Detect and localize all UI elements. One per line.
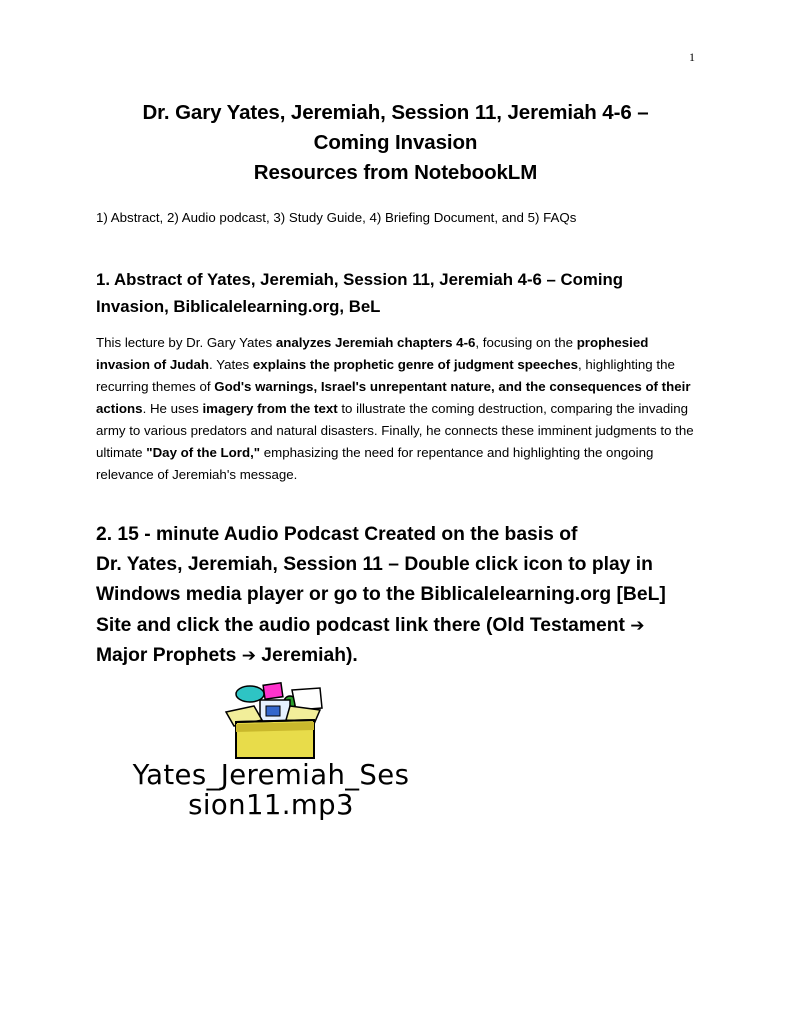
section-2-heading (96, 520, 708, 671)
filename-line-1: Yates_Jeremiah_Ses (132, 759, 410, 791)
page-title (96, 98, 695, 188)
abstract-text: . He uses (142, 401, 203, 416)
abstract-text: This lecture by Dr. Gary Yates (96, 335, 276, 350)
attachment-filename[interactable] (96, 760, 446, 820)
page-number: 1 (689, 50, 695, 64)
abstract-bold: analyzes Jeremiah chapters 4-6 (275, 335, 476, 350)
abstract-text: emphasizing the need for repentance and highlighting the ongoing relevance of Jeremiah's message. (96, 445, 654, 482)
section-1-heading-line-2: Invasion, Biblicalelearning.org, BeL (96, 297, 381, 316)
abstract-bold: imagery from the text (202, 401, 338, 416)
section-2-line-2: Dr. Yates, Jeremiah, Session 11 – Double click icon to play in (96, 554, 653, 576)
abstract-text: , focusing on the (475, 335, 577, 350)
abstract-bold: "Day of the Lord," (146, 445, 261, 460)
abstract-text: , highlighting the recurring themes of (96, 357, 675, 394)
abstract-bold: prophesied invasion of Judah (96, 335, 649, 372)
package-icon[interactable] (222, 680, 330, 760)
title-line-1: Dr. Gary Yates, Jeremiah, Session 11, Jeremiah 4-6 – (142, 101, 649, 124)
section-2-line-4 (96, 611, 708, 641)
section-2-line-3: Windows media player or go to the Biblicalelearning.org [BeL] (96, 584, 666, 606)
section-2-line-1: 2. 15 - minute Audio Podcast Created on the basis of (96, 524, 578, 545)
section-1-heading-line-1: 1. Abstract of Yates, Jeremiah, Session 11, Jeremiah 4-6 – Coming (96, 270, 623, 289)
abstract-text: to illustrate the coming destruction, comparing the invading army to various predators and natural disasters. Finally, he connects these imminent judgments to the ultimate (96, 401, 694, 460)
section-2-line-4-text: Site and click the audio podcast link there (Old Testament (96, 614, 631, 636)
abstract-paragraph (96, 332, 701, 486)
right-arrow-icon: ➔ (630, 615, 645, 636)
resources-list: 1) Abstract, 2) Audio podcast, 3) Study Guide, 4) Briefing Document, and 5) FAQs (96, 210, 577, 225)
abstract-text: . Yates (209, 357, 253, 372)
section-1-heading (96, 266, 706, 320)
section-2-line-5-tail: Jeremiah). (255, 644, 358, 666)
title-line-2: Coming Invasion (313, 131, 478, 154)
title-line-3: Resources from NotebookLM (253, 161, 538, 184)
filename-line-2: sion11.mp3 (188, 789, 354, 821)
right-arrow-icon: ➔ (241, 645, 256, 666)
section-2-line-5-text: Major Prophets (96, 644, 242, 666)
section-2-line-5 (96, 641, 708, 671)
abstract-bold: explains the prophetic genre of judgment speeches (252, 357, 579, 372)
abstract-bold: God's warnings, Israel's unrepentant nature, and the consequences of their actions (96, 379, 691, 416)
